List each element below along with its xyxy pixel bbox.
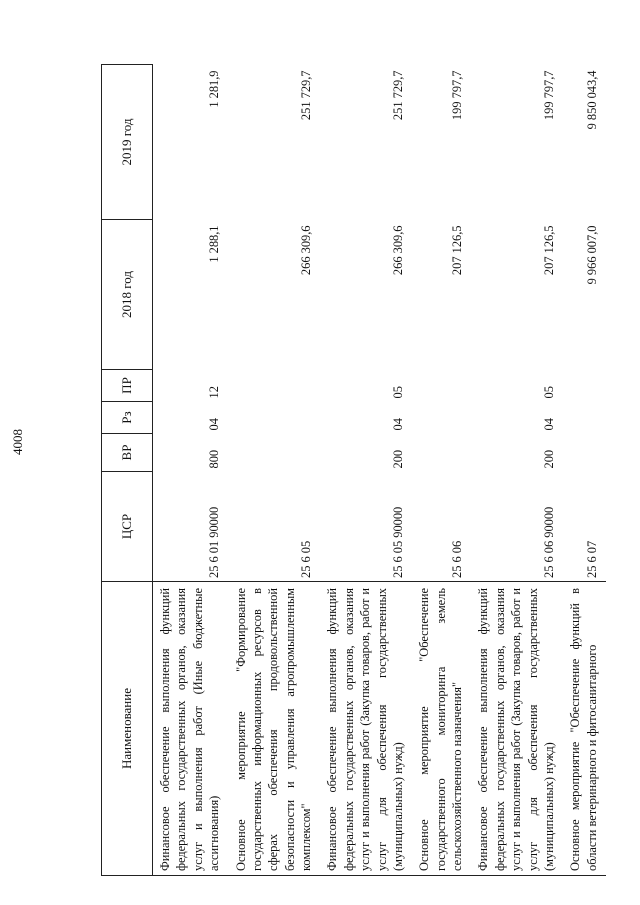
row-name: Финансовое обеспечение выполнения функций федеральных государственных органов, оказания услуг и выполнения работ (Закупка товаров, работ и услуг для обеспечения государственных (муниципальных) нужд) <box>320 582 412 876</box>
row-csr: 25 6 01 90000 <box>207 506 222 578</box>
page-number: 4008 <box>10 429 25 455</box>
row-vr: 200 <box>541 449 556 469</box>
header-name: Наименование <box>102 582 153 876</box>
row-2018: 207 126,5 <box>541 225 556 276</box>
row-name: Основное мероприятие "Обеспечение функций в области ветеринарного и фитосанитарного <box>563 582 606 876</box>
table-row <box>153 65 229 876</box>
row-2018: 266 309,6 <box>390 225 405 276</box>
table-row <box>471 65 563 876</box>
row-rz: 04 <box>541 418 556 431</box>
row-rz <box>229 402 321 434</box>
row-2019: 199 797,7 <box>450 70 464 121</box>
table-header-row <box>102 65 153 876</box>
table-row <box>320 65 412 876</box>
header-vr: ВР <box>102 434 153 472</box>
budget-table <box>101 64 606 876</box>
row-vr: 200 <box>390 449 405 469</box>
row-pr <box>563 370 606 402</box>
row-vr <box>412 434 471 472</box>
row-2019: 251 729,7 <box>390 70 405 121</box>
row-rz <box>412 402 471 434</box>
row-pr: 05 <box>541 386 556 399</box>
row-2019: 199 797,7 <box>541 70 556 121</box>
row-name: Основное мероприятие "Формирование государственных информационных ресурсов в сферах обеспечения продовольственной безопасности и управления агропромышленным комплексом" <box>229 582 321 876</box>
row-2018: 9 966 007,0 <box>584 225 599 285</box>
header-rz: Рз <box>102 402 153 434</box>
row-name: Финансовое обеспечение выполнения функций федеральных государственных органов, оказания услуг и выполнения работ (Закупка товаров, работ и услуг для обеспечения государственных (муниципальных) нужд) <box>471 582 563 876</box>
row-2018: 266 309,6 <box>299 225 313 276</box>
row-csr: 25 6 05 90000 <box>390 506 405 578</box>
row-csr: 25 6 07 <box>584 540 599 578</box>
budget-table-rotated <box>101 65 640 876</box>
row-pr: 05 <box>390 386 405 399</box>
row-vr <box>563 434 606 472</box>
row-name: Финансовое обеспечение выполнения функций федеральных государственных органов, оказания услуг и выполнения работ (Иные бюджетные ассигнования) <box>153 582 229 876</box>
table-row <box>412 65 471 876</box>
row-2018: 1 288,1 <box>207 225 222 263</box>
row-2018: 207 126,5 <box>450 225 464 276</box>
row-rz: 04 <box>207 418 222 431</box>
table-row <box>563 65 606 876</box>
header-csr: ЦСР <box>102 472 153 582</box>
row-2019: 9 850 043,4 <box>584 70 599 130</box>
row-pr <box>229 370 321 402</box>
row-pr: 12 <box>207 386 222 399</box>
row-2019: 1 281,9 <box>207 70 222 108</box>
row-pr <box>412 370 471 402</box>
header-2019: 2019 год <box>102 65 153 220</box>
table-row <box>229 65 321 876</box>
row-vr <box>229 434 321 472</box>
header-pr: ПР <box>102 370 153 402</box>
row-2019: 251 729,7 <box>299 70 313 121</box>
row-rz: 04 <box>390 418 405 431</box>
row-csr: 25 6 06 90000 <box>541 506 556 578</box>
header-2018: 2018 год <box>102 220 153 370</box>
row-name: Основное мероприятие "Обеспечение государственного мониторинга земель сельскохозяйственного назначения" <box>412 582 471 876</box>
row-csr: 25 6 06 <box>450 540 464 578</box>
row-rz <box>563 402 606 434</box>
row-csr: 25 6 05 <box>299 540 313 578</box>
row-vr: 800 <box>207 449 222 469</box>
